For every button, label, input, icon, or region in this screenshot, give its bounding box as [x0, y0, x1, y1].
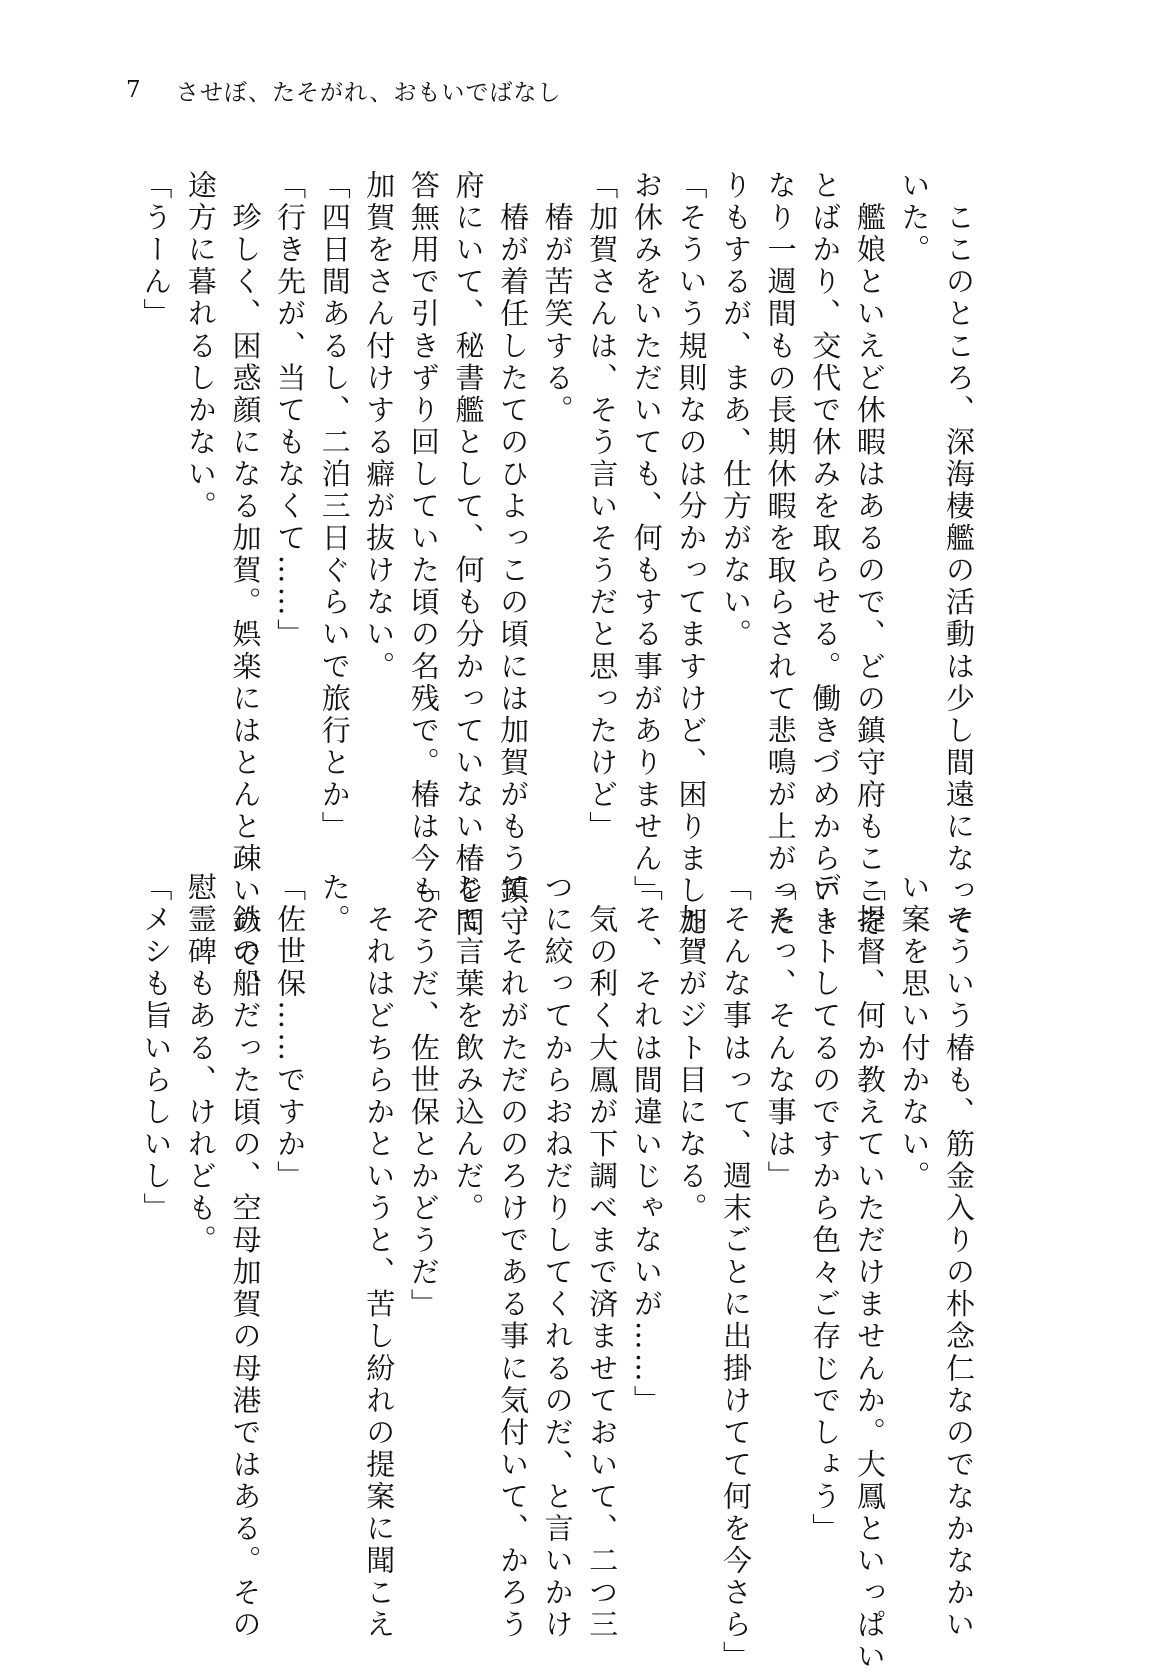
text-line: 鉄の船だった頃の、空母加賀の母港ではある。その: [228, 872, 263, 1642]
text-line: 「佐世保……ですか」: [273, 872, 308, 1193]
text-line: 「そっ、そんな事は」: [763, 872, 798, 1193]
page-number: 7: [126, 77, 142, 103]
text-line: 椿が苦笑する。: [540, 170, 575, 427]
text-line: 「そういう規則なのは分かってますけど、困りました。: [674, 170, 709, 972]
text-line: て、それがただののろけである事に気付いて、かろう: [496, 872, 531, 1642]
text-line: 「メシも旨いらしいし」: [139, 872, 174, 1225]
text-line: 「四日間あるし、二泊三日ぐらいで旅行とか」: [317, 170, 352, 844]
text-line: デートしてるのですから色々ご存じでしょう」: [808, 872, 843, 1546]
text-line: 「うーん」: [139, 170, 174, 331]
text-line: つに絞ってからおねだりしてくれるのだ、と言いかけ: [540, 872, 575, 1642]
text-line: 「加賀さんは、そう言いそうだと思ったけど」: [585, 170, 620, 844]
text-line: た。: [317, 872, 352, 937]
text-line: それはどちらかというと、苦し紛れの提案に聞こえ: [362, 872, 397, 1642]
text-line: 府にいて、秘書艦として、何も分かっていない椿を問: [451, 170, 486, 940]
text-line: そういう椿も、筋金入りの朴念仁なのでなかなかい: [942, 872, 976, 1642]
text-line: 椿が着任したてのひよっこの頃には加賀がもう鎮守: [496, 170, 531, 940]
text-line: 「提督、何か教えていただけませんか。大鳳といっぱい: [852, 872, 887, 1673]
text-line: 「そんな事はって、週末ごとに出掛けてて何を今さら」: [719, 872, 754, 1673]
text-line: 「行き先が、当てもなくて……」: [273, 170, 308, 651]
text-line: 珍しく、困惑顔になる加賀。娯楽にはとんと疎いので、: [228, 170, 263, 1004]
text-line: 途方に暮れるしかない。: [183, 170, 218, 523]
text-line: 「そうだ、佐世保とかどうだ」: [406, 872, 441, 1321]
running-title: させぼ、たそがれ、おもいでばなし: [176, 79, 562, 106]
text-block-upper: [139, 170, 981, 1004]
text-line: ここのところ、深海棲艦の活動は少し間遠になって: [942, 170, 976, 940]
text-line: い案を思い付かない。: [897, 872, 932, 1193]
text-line: 艦娘といえど休暇はあるので、どの鎮守府もここぞ: [852, 170, 887, 940]
text-line: いた。: [897, 170, 932, 267]
text-line: りもするが、まあ、仕方がない。: [719, 170, 754, 651]
page-header: [126, 72, 561, 108]
text-line: 「そ、それは間違いじゃないが……」: [629, 872, 664, 1417]
text-line: お休みをいただいても、何もする事がありません」: [629, 170, 664, 908]
text-line: 答無用で引きずり回していた頃の名残で。椿は今も、: [406, 170, 441, 940]
text-line: じて言葉を飲み込んだ。: [451, 872, 486, 1225]
text-block-lower: [139, 872, 981, 1673]
text-line: とばかり、交代で休みを取らせる。働きづめからいき: [808, 170, 843, 940]
text-line: 加賀がジト目になる。: [674, 872, 709, 1225]
text-line: なり一週間もの長期休暇を取らされて悲鳴が上がった: [763, 170, 798, 940]
text-line: 慰霊碑もある、けれども。: [183, 872, 218, 1257]
text-line: 加賀をさん付けする癖が抜けない。: [362, 170, 397, 683]
text-line: 気の利く大鳳が下調べまで済ませておいて、二つ三: [585, 872, 620, 1642]
